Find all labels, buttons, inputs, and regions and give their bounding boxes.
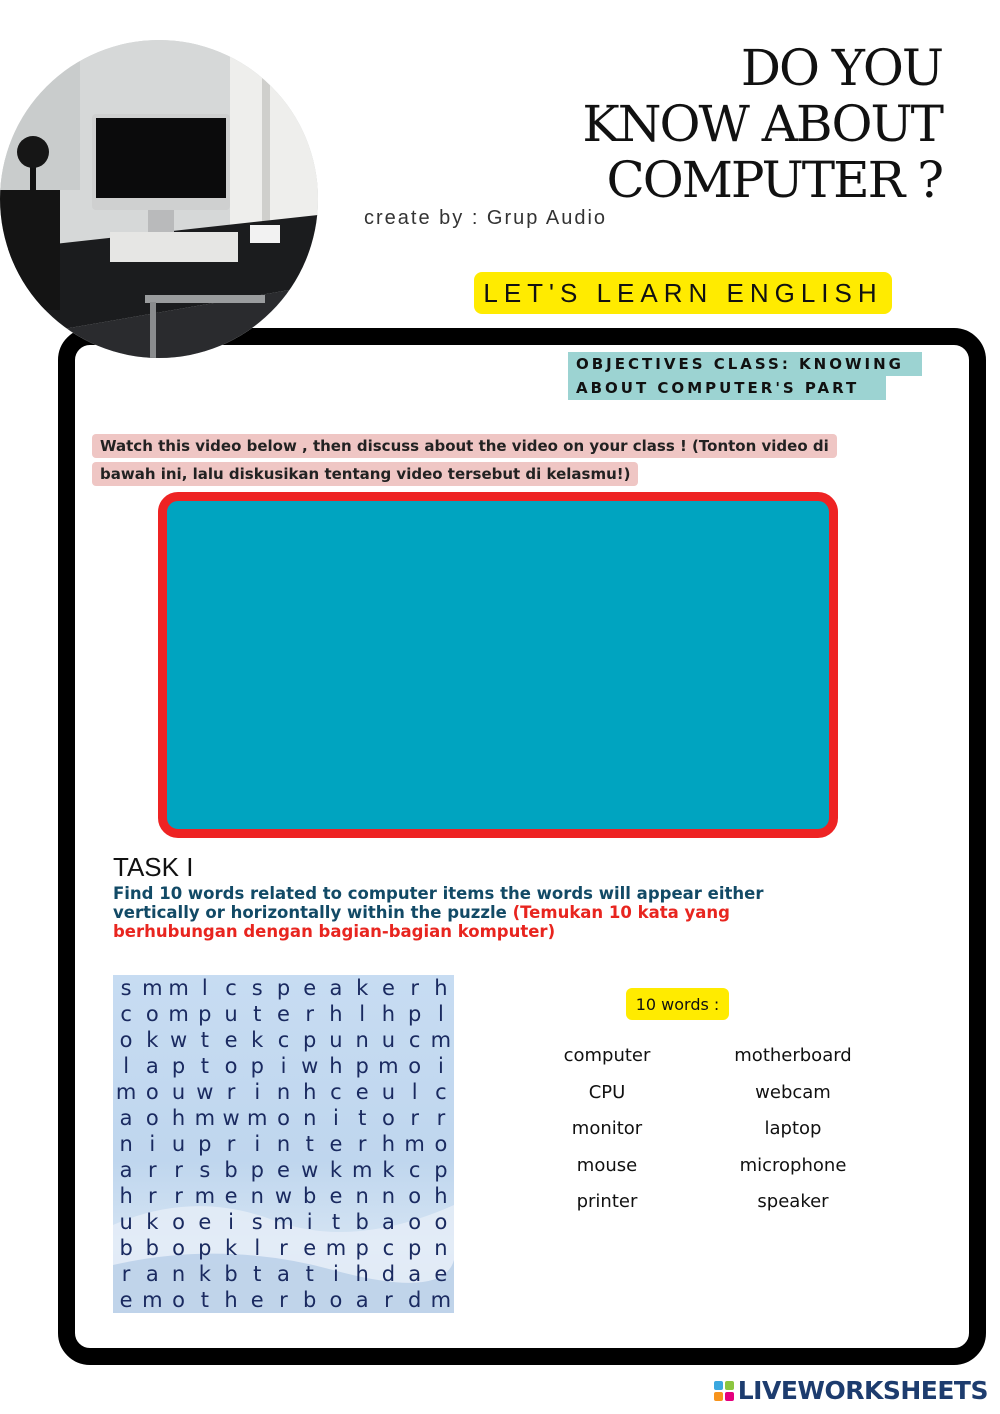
puzzle-letter[interactable]: i — [333, 1106, 339, 1130]
puzzle-letter[interactable]: d — [407, 1288, 422, 1312]
puzzle-letter[interactable]: r — [279, 1236, 288, 1260]
word-item: monitor — [571, 1118, 643, 1139]
puzzle-letter[interactable]: p — [250, 1054, 264, 1078]
puzzle-letter[interactable]: o — [408, 1210, 422, 1234]
puzzle-letter[interactable]: l — [437, 1002, 444, 1026]
puzzle-letter[interactable]: o — [145, 1106, 159, 1130]
puzzle-letter[interactable]: h — [329, 1054, 343, 1078]
puzzle-letter[interactable]: s — [120, 976, 132, 1000]
puzzle-letter[interactable]: u — [381, 1028, 396, 1052]
puzzle-letter[interactable]: a — [355, 1288, 369, 1312]
puzzle-letter[interactable]: e — [250, 1288, 264, 1312]
letter-grid — [113, 975, 454, 1313]
objectives-line-2: ABOUT COMPUTER'S PART — [568, 376, 886, 400]
puzzle-letter[interactable]: m — [142, 976, 163, 1000]
puzzle-letter[interactable]: u — [171, 1132, 186, 1156]
puzzle-letter[interactable]: m — [194, 1106, 216, 1130]
word-item: webcam — [755, 1081, 831, 1103]
puzzle-letter[interactable]: c — [408, 1028, 421, 1052]
puzzle-letter[interactable]: o — [145, 1080, 159, 1104]
title-line-2: KNOW ABOUT — [582, 95, 942, 153]
puzzle-letter[interactable]: h — [171, 1106, 186, 1130]
puzzle-letter[interactable]: e — [277, 1002, 290, 1026]
word-item: motherboard — [734, 1045, 852, 1066]
puzzle-letter[interactable]: r — [305, 1002, 315, 1026]
puzzle-letter[interactable]: a — [329, 976, 343, 1000]
word-bank-left-column — [527, 1040, 687, 1223]
word-count-badge: 10 words : — [626, 988, 729, 1020]
puzzle-letter[interactable]: n — [355, 1184, 369, 1208]
puzzle-letter[interactable]: o — [434, 1132, 448, 1156]
task-description-indonesian: (Temukan 10 kata yang berhubungan dengan bagian-bagian komputer) — [113, 903, 730, 941]
puzzle-letter[interactable]: b — [224, 1262, 238, 1286]
title-line-1: DO YOU — [740, 39, 942, 97]
puzzle-letter[interactable]: b — [303, 1184, 317, 1208]
puzzle-letter[interactable]: e — [224, 1184, 238, 1208]
puzzle-letter[interactable]: e — [224, 1028, 238, 1052]
puzzle-letter[interactable]: p — [303, 1028, 317, 1052]
puzzle-letter[interactable]: k — [224, 1236, 238, 1260]
puzzle-letter[interactable]: t — [253, 1262, 262, 1286]
word-item: CPU — [588, 1081, 626, 1103]
puzzle-letter[interactable]: h — [434, 1184, 448, 1208]
word-item: laptop — [764, 1118, 822, 1139]
puzzle-letter[interactable]: m — [404, 1132, 425, 1156]
puzzle-letter[interactable]: p — [407, 1236, 422, 1260]
puzzle-letter[interactable]: l — [359, 1002, 366, 1026]
puzzle-letter[interactable]: p — [407, 1002, 422, 1026]
puzzle-letter[interactable]: b — [355, 1210, 369, 1234]
puzzle-letter[interactable]: i — [254, 1080, 261, 1104]
title-line-3: COMPUTER ? — [606, 151, 942, 209]
puzzle-letter[interactable]: r — [410, 976, 419, 1000]
task-description-english: Find 10 words related to computer items the words will appear either vertically or horizontally within the puzzle — [113, 884, 764, 922]
puzzle-letter[interactable]: p — [171, 1054, 186, 1078]
puzzle-letter[interactable]: o — [224, 1054, 238, 1078]
puzzle-letter[interactable]: c — [120, 1002, 132, 1026]
puzzle-letter[interactable]: i — [306, 1210, 313, 1234]
puzzle-letter[interactable]: i — [228, 1210, 234, 1234]
puzzle-letter[interactable]: w — [274, 1184, 293, 1208]
puzzle-letter[interactable]: w — [169, 1028, 188, 1052]
puzzle-letter[interactable]: c — [225, 976, 237, 1000]
logo-square — [725, 1392, 734, 1401]
puzzle-letter[interactable]: b — [145, 1236, 159, 1260]
puzzle-letter[interactable]: t — [305, 1132, 314, 1156]
puzzle-letter[interactable]: i — [437, 1054, 444, 1078]
puzzle-letter[interactable]: u — [329, 1028, 343, 1052]
puzzle-letter[interactable]: n — [250, 1184, 264, 1208]
puzzle-letter[interactable]: t — [200, 1054, 209, 1078]
video-instruction — [92, 432, 862, 488]
liveworksheets-logo — [714, 1376, 988, 1405]
puzzle-letter[interactable]: t — [200, 1028, 209, 1052]
puzzle-letter[interactable]: r — [174, 1184, 183, 1208]
puzzle-letter[interactable]: r — [226, 1080, 236, 1104]
puzzle-letter[interactable]: r — [226, 1132, 236, 1156]
puzzle-letter[interactable]: m — [115, 1080, 137, 1104]
puzzle-letter[interactable]: i — [280, 1054, 287, 1078]
puzzle-letter[interactable]: r — [174, 1158, 183, 1182]
puzzle-letter[interactable]: p — [198, 1132, 212, 1156]
puzzle-letter[interactable]: n — [119, 1132, 133, 1156]
puzzle-letter[interactable]: e — [329, 1132, 343, 1156]
puzzle-letter[interactable]: o — [172, 1236, 185, 1260]
puzzle-letter[interactable]: a — [119, 1106, 133, 1130]
puzzle-letter[interactable]: m — [142, 1288, 163, 1312]
puzzle-letter[interactable]: p — [355, 1236, 369, 1260]
puzzle-letter[interactable]: b — [224, 1158, 238, 1182]
puzzle-letter[interactable]: o — [408, 1184, 422, 1208]
puzzle-letter[interactable]: b — [119, 1236, 133, 1260]
puzzle-letter[interactable]: c — [330, 1080, 342, 1104]
puzzle-letter[interactable]: m — [351, 1158, 373, 1182]
puzzle-letter[interactable]: h — [224, 1288, 238, 1312]
puzzle-letter[interactable]: r — [436, 1106, 446, 1130]
puzzle-letter[interactable]: o — [172, 1288, 185, 1312]
puzzle-letter[interactable]: s — [199, 1158, 211, 1182]
word-item: computer — [563, 1045, 651, 1066]
word-item: printer — [576, 1191, 638, 1212]
puzzle-letter[interactable]: n — [303, 1106, 317, 1130]
puzzle-letter[interactable]: i — [149, 1132, 156, 1156]
puzzle-letter[interactable]: a — [145, 1262, 159, 1286]
logo-square — [714, 1381, 723, 1390]
puzzle-letter[interactable]: e — [119, 1288, 133, 1312]
puzzle-letter[interactable]: h — [329, 1002, 343, 1026]
puzzle-letter[interactable]: l — [254, 1236, 261, 1260]
task-title: TASK I — [113, 852, 194, 882]
lets-learn-badge: LET'S LEARN ENGLISH — [474, 272, 892, 314]
puzzle-letter[interactable]: k — [146, 1210, 159, 1234]
puzzle-letter[interactable]: o — [329, 1288, 343, 1312]
puzzle-letter[interactable]: m — [378, 1054, 399, 1078]
puzzle-letter[interactable]: m — [247, 1106, 268, 1130]
objectives-line-1: OBJECTIVES CLASS: KNOWING — [568, 352, 922, 376]
puzzle-letter[interactable]: m — [168, 976, 189, 1000]
puzzle-letter[interactable]: k — [146, 1028, 159, 1052]
puzzle-letter[interactable]: i — [333, 1262, 339, 1286]
puzzle-letter[interactable]: w — [301, 1158, 319, 1182]
word-item: speaker — [757, 1191, 829, 1212]
puzzle-letter[interactable]: o — [277, 1106, 290, 1130]
puzzle-letter[interactable]: t — [200, 1288, 209, 1312]
puzzle-letter[interactable]: m — [430, 1028, 452, 1052]
puzzle-letter[interactable]: o — [381, 1106, 395, 1130]
puzzle-letter[interactable]: l — [123, 1054, 130, 1078]
puzzle-letter[interactable]: a — [145, 1054, 159, 1078]
task-description — [113, 884, 793, 941]
puzzle-letter[interactable]: o — [172, 1210, 185, 1234]
puzzle-letter[interactable]: s — [251, 976, 263, 1000]
author-credit: create by : Grup Audio — [364, 207, 608, 229]
puzzle-letter[interactable]: n — [276, 1080, 291, 1104]
puzzle-letter[interactable]: r — [357, 1132, 367, 1156]
puzzle-letter[interactable]: a — [381, 1210, 395, 1234]
puzzle-letter[interactable]: k — [198, 1262, 211, 1286]
word-item: mouse — [576, 1154, 638, 1176]
puzzle-letter[interactable]: e — [198, 1210, 212, 1234]
puzzle-letter[interactable]: l — [201, 976, 208, 1000]
logo-square — [714, 1392, 723, 1401]
word-bank-right-column — [713, 1040, 873, 1223]
computer-desk-photo — [0, 40, 318, 358]
puzzle-letter[interactable]: e — [277, 1158, 290, 1182]
page-title — [582, 40, 942, 208]
puzzle-letter[interactable]: h — [381, 1132, 396, 1156]
puzzle-letter[interactable]: e — [329, 1184, 343, 1208]
puzzle-letter[interactable]: m — [273, 1210, 294, 1234]
puzzle-letter[interactable]: u — [224, 1002, 238, 1026]
word-item: microphone — [739, 1154, 847, 1176]
liveworksheets-icon — [714, 1381, 734, 1401]
liveworksheets-wordmark: LIVEWORKSHEETS — [737, 1376, 988, 1405]
puzzle-letter[interactable]: o — [119, 1028, 133, 1052]
puzzle-letter[interactable]: i — [254, 1132, 261, 1156]
puzzle-letter[interactable]: p — [198, 1002, 212, 1026]
puzzle-letter[interactable]: r — [121, 1262, 131, 1286]
puzzle-letter[interactable]: n — [381, 1184, 396, 1208]
puzzle-letter[interactable]: t — [331, 1210, 341, 1234]
puzzle-letter[interactable]: h — [355, 1262, 369, 1286]
puzzle-letter[interactable]: m — [168, 1002, 189, 1026]
puzzle-letter[interactable]: h — [434, 976, 448, 1000]
puzzle-letter[interactable]: h — [119, 1184, 133, 1208]
puzzle-letter[interactable]: c — [435, 1080, 447, 1104]
puzzle-letter[interactable]: p — [198, 1236, 212, 1260]
puzzle-letter[interactable]: h — [381, 1002, 396, 1026]
puzzle-letter[interactable]: k — [356, 976, 369, 1000]
puzzle-letter[interactable]: u — [381, 1080, 396, 1104]
puzzle-letter[interactable]: e — [303, 1236, 317, 1260]
puzzle-letter[interactable]: t — [253, 1002, 262, 1026]
puzzle-letter[interactable]: b — [303, 1288, 317, 1312]
puzzle-letter[interactable]: p — [434, 1158, 448, 1182]
puzzle-letter[interactable]: w — [196, 1080, 214, 1104]
puzzle-letter[interactable]: e — [381, 976, 395, 1000]
puzzle-letter[interactable]: c — [382, 1236, 395, 1260]
logo-square — [725, 1381, 734, 1390]
puzzle-letter[interactable]: r — [148, 1184, 157, 1208]
puzzle-letter[interactable]: k — [382, 1158, 395, 1182]
puzzle-letter[interactable]: d — [381, 1262, 396, 1286]
puzzle-letter[interactable]: o — [145, 1002, 159, 1026]
puzzle-letter[interactable]: o — [408, 1054, 422, 1078]
puzzle-letter[interactable]: m — [325, 1236, 347, 1260]
puzzle-letter[interactable]: a — [277, 1262, 290, 1286]
puzzle-letter[interactable]: u — [171, 1080, 186, 1104]
word-search-puzzle — [113, 975, 454, 1313]
puzzle-letter[interactable]: r — [279, 1288, 288, 1312]
objectives-label — [568, 352, 922, 400]
puzzle-letter[interactable]: m — [194, 1184, 216, 1208]
puzzle-letter[interactable]: n — [276, 1132, 291, 1156]
puzzle-letter[interactable]: l — [411, 1080, 418, 1104]
puzzle-letter[interactable]: p — [355, 1054, 369, 1078]
puzzle-letter[interactable]: n — [355, 1028, 369, 1052]
puzzle-letter[interactable]: h — [303, 1080, 317, 1104]
puzzle-letter[interactable]: e — [434, 1262, 448, 1286]
puzzle-letter[interactable]: r — [384, 1288, 393, 1312]
puzzle-letter[interactable]: t — [358, 1106, 367, 1130]
puzzle-letter[interactable]: s — [251, 1210, 263, 1234]
puzzle-letter[interactable]: e — [355, 1080, 369, 1104]
puzzle-letter[interactable]: c — [277, 1028, 290, 1052]
video-player[interactable] — [158, 492, 838, 838]
puzzle-letter[interactable]: u — [119, 1210, 133, 1234]
puzzle-letter[interactable]: a — [119, 1158, 133, 1182]
puzzle-letter[interactable]: p — [250, 1158, 264, 1182]
puzzle-letter[interactable]: n — [434, 1236, 448, 1260]
puzzle-letter[interactable]: k — [251, 1028, 264, 1052]
puzzle-letter[interactable]: w — [222, 1106, 240, 1130]
video-instruction-text: Watch this video below , then discuss about the video on your class ! (Tonton video di bawah ini, lalu diskusikan tentang video tersebut di kelasmu!) — [92, 434, 837, 486]
puzzle-letter[interactable]: p — [276, 976, 291, 1000]
puzzle-letter[interactable]: n — [171, 1262, 186, 1286]
puzzle-letter[interactable]: a — [408, 1262, 422, 1286]
puzzle-letter[interactable]: t — [305, 1262, 314, 1286]
puzzle-letter[interactable]: w — [301, 1054, 319, 1078]
puzzle-letter[interactable]: e — [303, 976, 317, 1000]
puzzle-letter[interactable]: o — [434, 1210, 448, 1234]
puzzle-letter[interactable]: r — [410, 1106, 419, 1130]
puzzle-letter[interactable]: m — [430, 1288, 452, 1312]
puzzle-letter[interactable]: r — [148, 1158, 157, 1182]
puzzle-letter[interactable]: c — [408, 1158, 421, 1182]
puzzle-letter[interactable]: k — [329, 1158, 343, 1182]
